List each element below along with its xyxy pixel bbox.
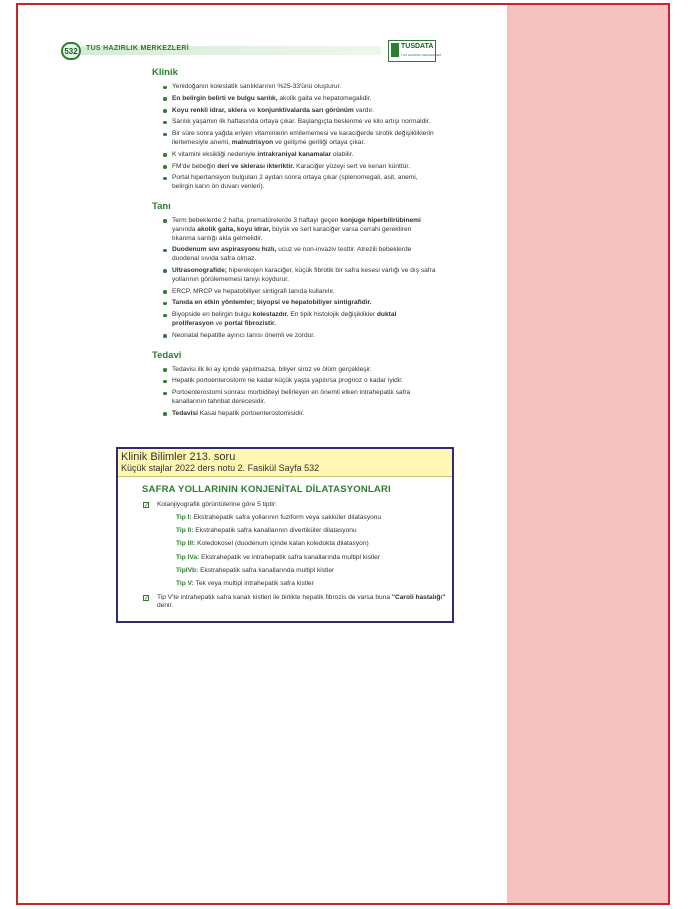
list-item xyxy=(172,95,436,104)
text-run: ucuz ve non-invaziv testtir. Atrezili bebeklerde duodenal sıvıda safra olmaz. xyxy=(172,246,412,263)
section-title: Tanı xyxy=(152,200,171,212)
bullet-list xyxy=(152,83,436,192)
text-run: Portoenterostomi sonrası morbiditeyi belirleyen en önemli etken intrahepatik safra kanallarının tahribat derecesidir. xyxy=(172,389,411,405)
bold-text: En belirgin belirti ve bulgu sarılık, xyxy=(172,94,278,102)
text-run: denir. xyxy=(157,602,174,610)
text-run: hiperekojen karaciğer, küçük fibrotik bir safra kesesi varlığı ve dış safra yollarının görülememesi tanıyı koydurur. xyxy=(172,266,436,283)
text-run: En tipik histolojik değişiklikler xyxy=(288,311,377,319)
list-item xyxy=(172,389,436,407)
bold-text: Ultrasonografide; xyxy=(172,266,227,274)
tip-text: Tek veya multipl intrahepatik safra kistler xyxy=(193,580,314,588)
text-run: Portal hipertansiyon bulguları 2 aydan sonra ortaya çıkar (splenomegali, asit, anemi, belirgin karın ön duvarı venleri). xyxy=(172,174,418,191)
text-run: Hepatik portoenterostomi ne kadar küçük yaşta yapılırsa prognoz o kadar iyidir. xyxy=(172,377,403,385)
list-item xyxy=(172,118,436,127)
intro-item xyxy=(142,501,452,510)
tip-text: Koledokosel (duodenum içinde kalan koledokta dilatasyon) xyxy=(195,540,369,548)
publisher-logo xyxy=(388,40,442,62)
bullet-list xyxy=(152,217,436,341)
text-run: olabilir. xyxy=(331,150,354,158)
text-run: FM'de bebeğin xyxy=(172,162,218,170)
bold-text: Tedavisi xyxy=(172,409,198,417)
tip-list xyxy=(142,514,452,589)
tip-label: TipIVb: xyxy=(176,566,199,574)
tip-item xyxy=(176,580,452,589)
bold-text: konjuge hiperbilirübinemi xyxy=(340,216,421,224)
tip-label: Tip II: xyxy=(176,527,194,535)
bold-text: deri ve skleras​ı ikteriktir. xyxy=(217,162,295,170)
text-run: ve gelişme geriliği ortaya çıkar. xyxy=(273,138,366,146)
bullet-list xyxy=(152,366,436,419)
bold-text: malnutrisyon xyxy=(231,138,274,146)
annotation-body xyxy=(118,477,452,611)
tip-text: Ekstrahepatik safra kanallarının divertiküler dilatasyonu xyxy=(193,527,357,535)
tip-item xyxy=(176,527,452,536)
text-run: ERCP, MRCP ve hepatobiliyer sintigrafi tanıda kullanılır. xyxy=(172,287,335,295)
bold-text: intrakraniyal kanamalar xyxy=(257,150,332,158)
text-run: Karaciğer yüzeyi sert ve kenarı künttür. xyxy=(294,162,411,170)
bold-text: kolestazdır. xyxy=(252,311,289,319)
list-item xyxy=(172,410,436,419)
text-run: Sarılık yaşamın ilk haftasında ortaya çıkar. Başlangıçta beslenme ve kilo artışı normaldir. xyxy=(172,118,431,126)
list-item xyxy=(172,83,436,92)
list-item xyxy=(172,246,436,264)
text-run: ve xyxy=(246,106,258,114)
tip-text: Ekstrahepatik ve intrahepatik safra kanallarında multipl kistler xyxy=(199,553,381,561)
annotation-title: Klinik Bilimler 213. soru xyxy=(121,451,236,463)
list-item xyxy=(172,107,436,116)
text-run: Tip V'te intrahepatik safra kanalı kistleri ile birlikte hepatik fibrozis de varsa buna xyxy=(157,593,392,601)
side-margin xyxy=(507,5,670,903)
list-item xyxy=(172,288,436,297)
tip-item xyxy=(176,567,452,576)
annotation-header xyxy=(118,449,452,477)
book-page xyxy=(18,5,507,903)
tip-item xyxy=(176,540,452,549)
list-item xyxy=(172,267,436,285)
text-run: Term bebeklerde 2 hafta, prematürelerde 3 haftayı geçen xyxy=(172,216,341,224)
text-run: büyük ve sert karaciğer varsa cerrahi gerektiren tıkanma sarılığı akla gelmelidir. xyxy=(172,225,412,242)
caroli-item xyxy=(142,594,452,612)
tip-text: Ekstrahepatik safra kanallarında multipl kistler xyxy=(198,566,335,574)
bold-text: duktal proliferasyon xyxy=(172,311,397,327)
list-item xyxy=(172,174,436,192)
section-title: Tedavi xyxy=(152,349,182,361)
bold-text: "Caroli hastalığı" xyxy=(391,593,446,601)
list-item xyxy=(172,163,436,172)
tip-label: Tip IVa: xyxy=(176,553,200,561)
list-item xyxy=(172,151,436,160)
text-run: Neonatal hepatitle ayırıcı tanısı önemli ve zordur. xyxy=(172,331,315,339)
text-run: ve xyxy=(213,319,225,327)
list-item xyxy=(172,217,436,243)
text-run: vardır. xyxy=(353,106,374,114)
main-content xyxy=(152,67,436,428)
tip-item xyxy=(176,514,452,523)
logo-text: TUSDATA xyxy=(401,43,434,50)
list-item xyxy=(172,311,436,329)
logo-mark-icon xyxy=(391,43,399,57)
tip-label: Tip V: xyxy=(176,580,194,588)
annotation-box xyxy=(116,447,454,623)
bold-text: akolik gaita, koyu idrar, xyxy=(197,225,271,233)
text-run: akolik gaita ve hepatomegalidir. xyxy=(277,94,372,102)
annotation-subtitle: Küçük stajlar 2022 ders notu 2. Fasikül Sayfa 532 xyxy=(121,463,320,473)
tip-label: Tip III: xyxy=(176,540,196,548)
text-run: yanında xyxy=(172,225,198,233)
tip-text: Ekstrahepatik safra yollarının fuziform veya sakküler dilatasyonu xyxy=(191,513,382,521)
bold-text: Tanıda en etkin yöntemler; biyopsi ve hepatobiliyer sintigrafidir. xyxy=(172,299,372,307)
tip-item xyxy=(176,554,452,563)
bold-text: Duodenum sıvı aspirasyonu hızlı, xyxy=(172,246,277,254)
bold-text: konjunktivalarda sarı görünüm xyxy=(257,106,354,114)
list-item xyxy=(172,299,436,308)
bold-text: portal fibrozistir. xyxy=(224,319,277,327)
running-title: TUS HAZIRLIK MERKEZLERİ xyxy=(86,45,189,52)
section-title: Klinik xyxy=(152,67,178,78)
text-run: Biyopside en belirgin bulgu xyxy=(172,311,253,319)
document-frame xyxy=(16,3,670,905)
list-item xyxy=(172,377,436,386)
checkbox-icon: ✓ xyxy=(144,595,150,602)
tip-label: Tip I: xyxy=(176,513,192,521)
bold-text: Koyu renkli idrar, sklera xyxy=(172,106,247,114)
list-item xyxy=(172,332,436,341)
intro-text: Kolanjiyografik görüntülerine göre 5 tiptir: xyxy=(157,501,277,508)
list-item xyxy=(172,366,436,375)
text-run: K vitamini eksikliği nedeniyle xyxy=(172,150,258,158)
text-run: Bir süre sonra yağda eriyen vitaminlerin emilememesi ve karaciğerde sirotik değişikliklerin ilerlemesiyle anemi, xyxy=(172,130,434,146)
list-item xyxy=(172,130,436,148)
annotation-heading: SAFRA YOLLARININ KONJENİTAL DİLATASYONLARI xyxy=(142,484,391,495)
page-number: 532 xyxy=(61,42,81,60)
text-run: Yenidoğanın kolestatik sarılıklarının %25-33'ünü oluşturur. xyxy=(172,83,342,90)
text-run: Kasai hepatik portoenterostomisidir. xyxy=(197,409,305,417)
text-run: Tedavisi ilk iki ay içinde yapılmazsa, biliyer siroz ve ölüm gerçekleşir. xyxy=(172,365,372,373)
logo-subtext: TUS HAZIRLIK MERKEZLERİ xyxy=(401,53,442,57)
checkbox-icon: ✓ xyxy=(144,503,150,509)
